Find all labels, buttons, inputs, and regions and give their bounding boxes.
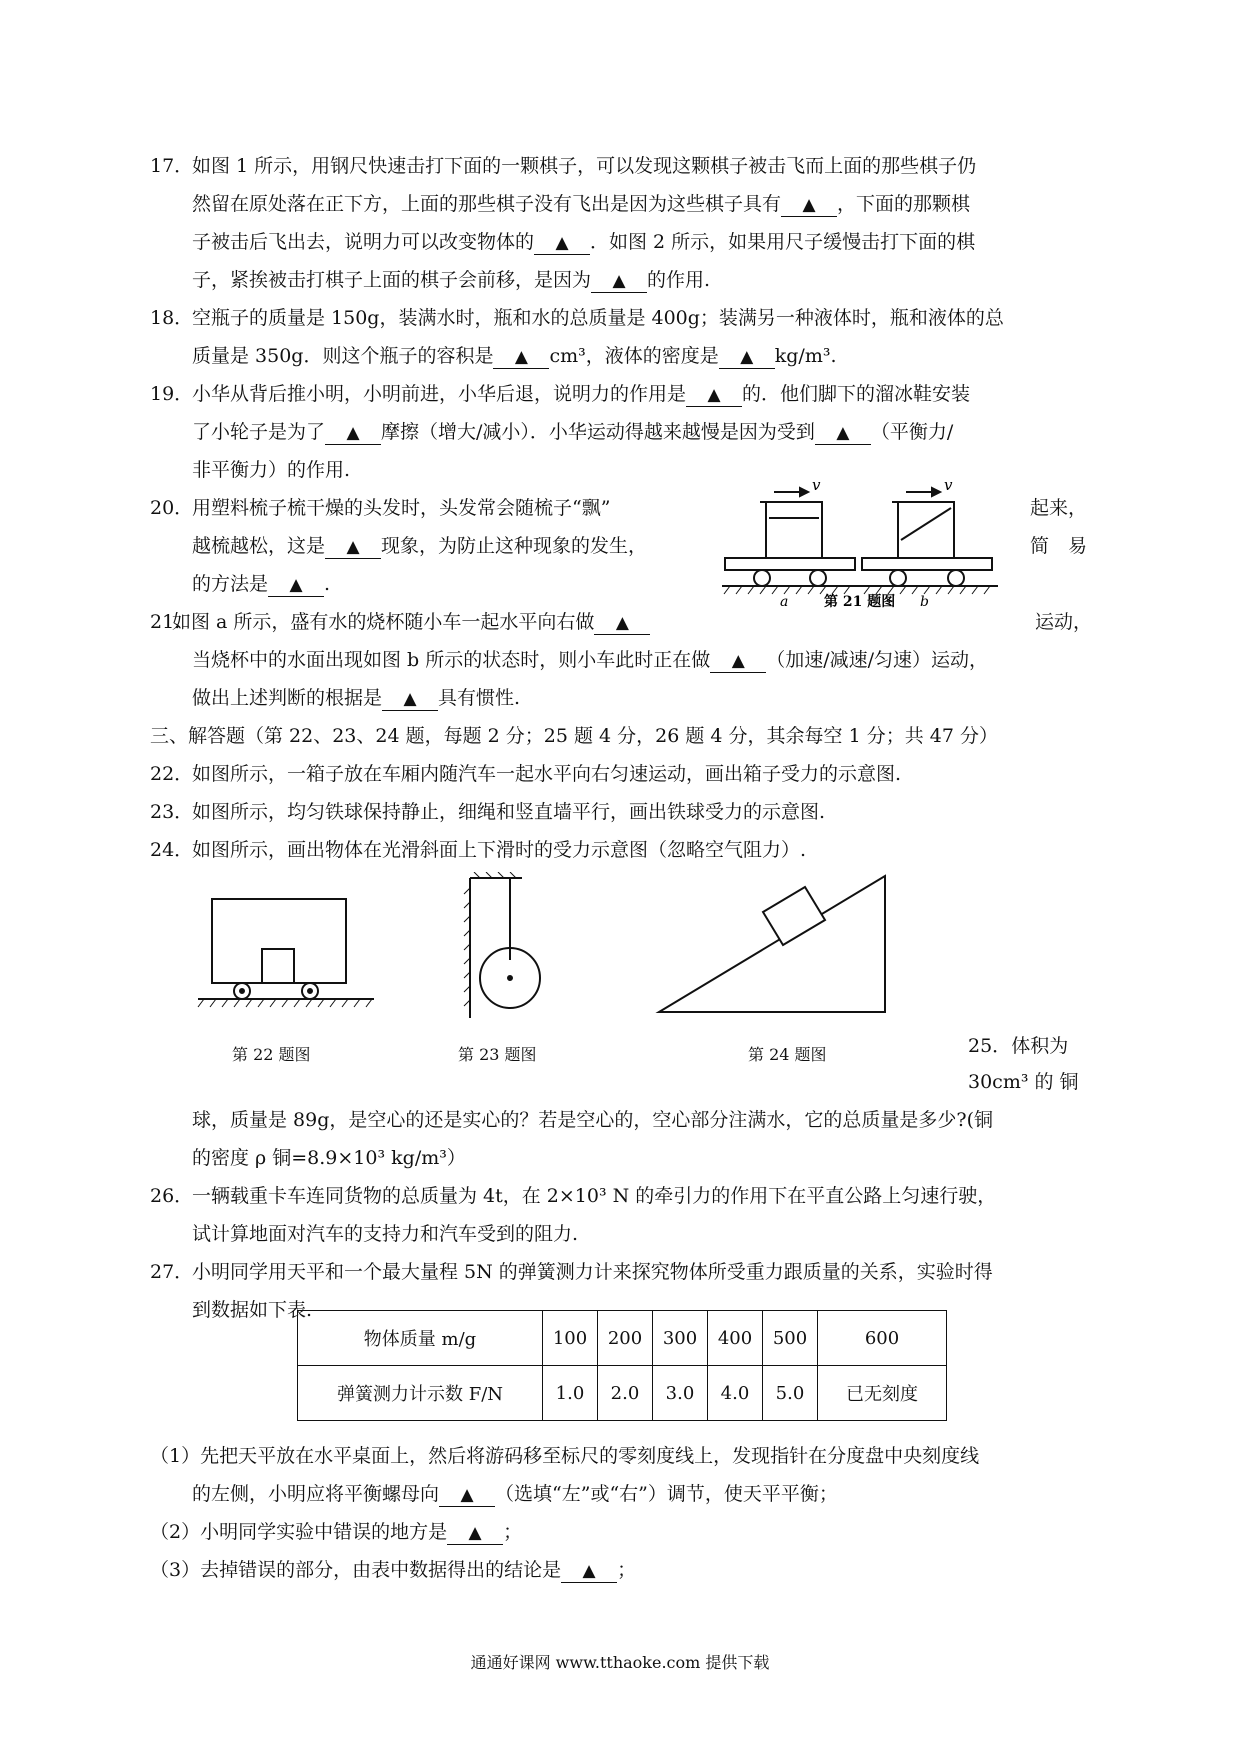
velocity-arrowhead (800, 488, 808, 496)
q25-line1 (968, 1032, 1068, 1060)
q27-part1-line2 (192, 1480, 838, 1508)
q22-text: 如图所示，一箱子放在车厢内随汽车一起水平向右匀速运动，画出箱子受力的示意图. (192, 763, 902, 785)
cart-wheel (810, 570, 826, 586)
q21-text: 如图 a 所示，盛有水的烧杯随小车一起水平向右做 (172, 611, 595, 633)
figure-21 (720, 480, 1000, 610)
q20-text: 起来， (1030, 497, 1088, 519)
answer-blank[interactable]: ▲ (591, 270, 647, 293)
q25-text: 体积为 (1011, 1035, 1069, 1057)
figure-label-a: a (780, 594, 789, 610)
q21-text: 具有惯性. (438, 687, 521, 709)
q19-number: 19． (150, 383, 194, 405)
answer-blank[interactable]: ▲ (561, 1560, 617, 1583)
q27-line2 (192, 1296, 312, 1324)
q26-number: 26． (150, 1185, 194, 1207)
q19-text: 的．他们脚下的溜冰鞋安装 (742, 383, 971, 405)
answer-blank[interactable]: ▲ (325, 422, 381, 445)
table-cell: 1.0 (543, 1366, 598, 1421)
q21-number: 21. (150, 611, 181, 633)
box (262, 949, 294, 983)
figure-24-caption: 第 24 题图 (748, 1045, 827, 1064)
answer-blank[interactable]: ▲ (534, 232, 590, 255)
q19-text: 非平衡力）的作用. (192, 459, 351, 481)
q23-text: 如图所示，均匀铁球保持静止，细绳和竖直墙平行，画出铁球受力的示意图. (192, 801, 826, 823)
figure-22-caption: 第 22 题图 (232, 1045, 311, 1064)
q17-text: 子被击后飞出去，说明力可以改变物体的 (192, 231, 535, 253)
q18-number: 18． (150, 307, 194, 329)
table-cell: 600 (818, 1311, 947, 1366)
figure-21b (860, 488, 998, 586)
q17-line2 (192, 190, 970, 218)
q25-number: 25． (968, 1035, 1012, 1057)
q18-line2 (192, 342, 837, 370)
q19-text: （平衡力/ (870, 421, 954, 443)
table-cell: 已无刻度 (818, 1366, 947, 1421)
q19-text: 小华从背后推小明，小明前进，小华后退，说明力的作用是 (192, 383, 687, 405)
q24-text: 如图所示，画出物体在光滑斜面上下滑时的受力示意图（忽略空气阻力）. (192, 839, 807, 861)
answer-blank[interactable]: ▲ (686, 384, 742, 407)
figure-21a (722, 488, 860, 586)
q27-text: ； (617, 1559, 637, 1581)
q23-number: 23． (150, 801, 194, 823)
q27-text: （选填“左”或“右”）调节，使天平平衡； (495, 1483, 838, 1505)
q27-number: 27． (150, 1261, 194, 1283)
q21-line3 (192, 684, 520, 712)
q21-text: 运动， (1035, 611, 1093, 633)
q17-text: 然留在原处落在正下方，上面的那些棋子没有飞出是因为这些棋子具有 (192, 193, 782, 215)
q21-text: 当烧杯中的水面出现如图 b 所示的状态时，则小车此时正在做 (192, 649, 711, 671)
table-cell: 100 (543, 1311, 598, 1366)
table-cell: 4.0 (708, 1366, 763, 1421)
q27-part1-line1: （1）先把天平放在水平桌面上，然后将游码移至标尺的零刻度线上，发现指针在分度盘中央刻度线 (150, 1445, 980, 1467)
cart-wheel (754, 570, 770, 586)
q27-part2 (150, 1518, 522, 1546)
q17-text: 如图 1 所示，用钢尺快速击打下面的一颗棋子，可以发现这颗棋子被击飞而上面的那些棋子仍 (192, 155, 977, 177)
figure-24 (655, 866, 895, 1016)
water-surface (901, 508, 951, 540)
q21-line2 (192, 646, 988, 674)
q17-text: 子，紧挨被击打棋子上面的棋子会前移，是因为 (192, 269, 592, 291)
velocity-label: v (812, 480, 821, 494)
q20-text: 现象，为防止这种现象的发生， (381, 535, 648, 557)
q25-line2 (968, 1068, 1079, 1096)
answer-blank[interactable]: ▲ (719, 346, 775, 369)
q20-text: 越梳越松，这是 (192, 535, 326, 557)
q18-text: kg/m³. (774, 345, 837, 367)
q17-line3 (192, 228, 975, 256)
q18-text: 空瓶子的质量是 150g，装满水时，瓶和水的总质量是 400g；装满另一种液体时，瓶和液体的总 (192, 307, 1004, 329)
q26-text: 试计算地面对汽车的支持力和汽车受到的阻力. (192, 1223, 579, 1245)
answer-blank[interactable]: ▲ (382, 688, 438, 711)
answer-blank[interactable]: ▲ (493, 346, 549, 369)
q18-text: 质量是 350g．则这个瓶子的容积是 (192, 345, 494, 367)
figure-21-caption: 第 21 题图 (824, 594, 896, 610)
q25-line3 (192, 1106, 993, 1134)
q26-line2 (192, 1220, 578, 1248)
q27-text: （2）小明同学实验中错误的地方是 (150, 1521, 448, 1543)
q17-text: ，下面的那颗棋 (837, 193, 971, 215)
answer-blank[interactable]: ▲ (325, 536, 381, 559)
q20-text: . (324, 573, 331, 595)
cart-wheel (890, 570, 906, 586)
footer-text: 通通好课网 www.tthaoke.com 提供下载 (470, 1653, 770, 1672)
table-cell: 2.0 (598, 1366, 653, 1421)
table-cell: 400 (708, 1311, 763, 1366)
q21-text: （加速/减速/匀速）运动， (766, 649, 989, 671)
table-cell: 300 (653, 1311, 708, 1366)
q18-text: cm³，液体的密度是 (549, 345, 719, 367)
q27-text: 到数据如下表. (192, 1299, 313, 1321)
beaker (766, 502, 822, 558)
q25-line4 (192, 1144, 466, 1172)
q19-text: 了小轮子是为了 (192, 421, 326, 443)
figure-23 (462, 872, 562, 1022)
incline (659, 876, 885, 1012)
q20-text: 简 易 (1030, 535, 1088, 557)
q20-text: 的方法是 (192, 573, 269, 595)
q25-text: 的密度 ρ 铜=8.9×10³ kg/m³） (192, 1147, 466, 1169)
table-cell: 5.0 (763, 1366, 818, 1421)
answer-blank[interactable]: ▲ (268, 574, 324, 597)
table-row (298, 1311, 947, 1366)
q27-text: 的左侧，小明应将平衡螺母向 (192, 1483, 440, 1505)
q22-number: 22． (150, 763, 194, 785)
velocity-label: v (944, 480, 953, 494)
q26-text: 一辆载重卡车连同货物的总质量为 4t，在 2×10³ N 的牵引力的作用下在平直公路上匀速行驶， (192, 1185, 997, 1207)
table-cell: 弹簧测力计示数 F/N (298, 1366, 543, 1421)
q27-text: 小明同学用天平和一个最大量程 5N 的弹簧测力计来探究物体所受重力跟质量的关系，实验时得 (192, 1261, 993, 1283)
q25-text: 球，质量是 89g，是空心的还是实心的？若是空心的，空心部分注满水，它的总质量是多少?(铜 (192, 1109, 993, 1131)
answer-blank[interactable]: ▲ (439, 1484, 495, 1507)
q19-line3 (192, 456, 350, 484)
q17-text: ．如图 2 所示，如果用尺子缓慢击打下面的棋 (590, 231, 976, 253)
q17-text: 的作用. (647, 269, 711, 291)
table-cell: 500 (763, 1311, 818, 1366)
figure-label-b: b (920, 594, 929, 610)
figure-23-caption: 第 23 题图 (458, 1045, 537, 1064)
q17-line4 (192, 266, 710, 294)
table-cell: 200 (598, 1311, 653, 1366)
q21-text: 做出上述判断的根据是 (192, 687, 383, 709)
q27-part3 (150, 1556, 636, 1584)
q27-text: ； (503, 1521, 523, 1543)
table-cell: 物体质量 m/g (298, 1311, 543, 1366)
velocity-arrowhead (932, 488, 940, 496)
cart-body (725, 558, 855, 570)
q24-number: 24． (150, 839, 194, 861)
q20-text: 用塑料梳子梳干燥的头发时，头发常会随梳子“飘” (192, 497, 611, 519)
figure-22 (196, 895, 386, 1015)
q19-line2 (192, 418, 953, 446)
cart-wheel (948, 570, 964, 586)
block (763, 887, 825, 945)
cart-body (862, 558, 992, 570)
answer-blank[interactable]: ▲ (710, 650, 766, 673)
data-table (297, 1310, 947, 1421)
q20-number: 20． (150, 497, 194, 519)
q25-text: 30cm³ 的 铜 (968, 1071, 1079, 1093)
table-row (298, 1366, 947, 1421)
q17-number: 17． (150, 155, 194, 177)
answer-blank[interactable]: ▲ (815, 422, 871, 445)
q27-text: （3）去掉错误的部分，由表中数据得出的结论是 (150, 1559, 562, 1581)
section-3-heading: 三、解答题（第 22、23、24 题，每题 2 分；25 题 4 分，26 题 4 分，其余每空 1 分；共 47 分） (150, 725, 998, 747)
q19-text: 摩擦（增大/减小）．小华运动得越来越慢是因为受到 (381, 421, 815, 443)
answer-blank[interactable]: ▲ (781, 194, 837, 217)
answer-blank[interactable]: ▲ (594, 612, 650, 635)
answer-blank[interactable]: ▲ (447, 1522, 503, 1545)
truck-compartment (212, 899, 346, 983)
table-cell: 3.0 (653, 1366, 708, 1421)
